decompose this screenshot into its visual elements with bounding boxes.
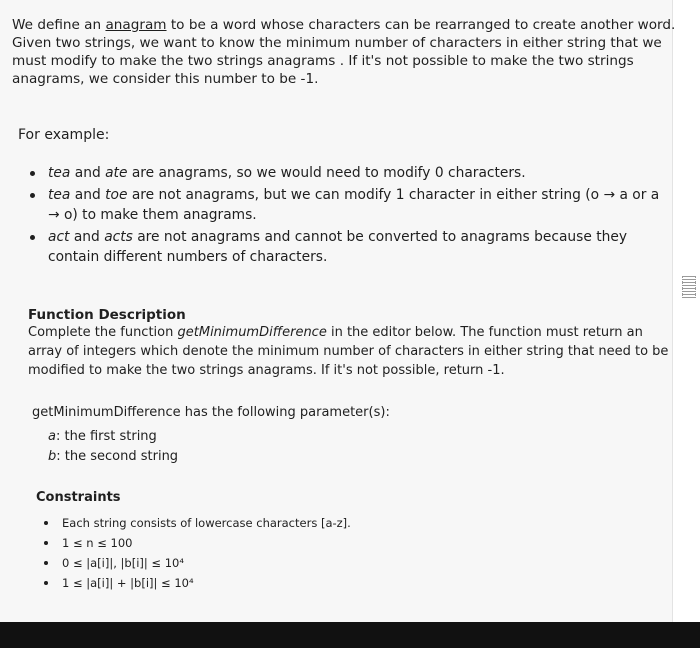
- intro-text: We define an: [12, 17, 106, 33]
- parameter-a: [48, 429, 157, 444]
- constraint-item: 1 ≤ |a[i]| + |b[i]| ≤ 10⁴: [44, 573, 444, 593]
- example-text: are not anagrams and cannot be converted to anagrams because they: [132, 229, 628, 245]
- param-name: a: [48, 429, 56, 444]
- fd-text: Complete the function: [28, 325, 178, 340]
- constraint-item: 0 ≤ |a[i]|, |b[i]| ≤ 10⁴: [44, 553, 444, 573]
- example-text: are not anagrams, but we can modify 1 character in either string (o → a or a: [127, 187, 660, 203]
- intro-paragraph: [12, 16, 676, 88]
- function-name: getMinimumDifference: [177, 325, 327, 340]
- intro-text: to be a word whose characters can be rearranged to create another word.: [166, 17, 676, 33]
- constraints-title: Constraints: [36, 490, 121, 505]
- example-heading: For example:: [18, 127, 110, 143]
- example-text: are anagrams, so we would need to modify 0 characters.: [127, 165, 526, 181]
- param-desc: : the second string: [56, 449, 179, 464]
- example-item: [30, 227, 660, 267]
- constraint-item: Each string consists of lowercase characters [a-z].: [44, 513, 444, 533]
- bottom-bar: [0, 622, 700, 648]
- fd-text: array of integers which denote the minimum number of characters in either string that need to be: [28, 344, 669, 359]
- function-description-title: Function Description: [28, 307, 186, 323]
- param-desc: : the first string: [55, 429, 157, 444]
- example-text: and: [70, 165, 106, 181]
- example-word: toe: [105, 187, 128, 203]
- example-text: and: [69, 229, 105, 245]
- example-word: ate: [105, 165, 128, 181]
- example-word: tea: [48, 165, 71, 181]
- intro-line-1: [12, 16, 676, 34]
- constraint-item: 1 ≤ n ≤ 100: [44, 533, 444, 553]
- examples-list: [30, 163, 660, 269]
- anagram-link[interactable]: anagram: [105, 17, 167, 33]
- intro-line-2: Given two strings, we want to know the minimum number of characters in either string that we: [12, 35, 662, 51]
- intro-line-3: must modify to make the two strings anagrams . If it's not possible to make the two strings: [12, 53, 634, 69]
- function-description-body: [28, 323, 668, 380]
- example-word: act: [48, 229, 70, 245]
- example-word: tea: [48, 187, 71, 203]
- example-word: acts: [104, 229, 133, 245]
- example-text: and: [70, 187, 106, 203]
- panel-resize-handle[interactable]: [682, 276, 696, 298]
- parameters-heading: getMinimumDifference has the following parameter(s):: [32, 405, 390, 420]
- example-item: [30, 163, 660, 183]
- example-text: contain different numbers of characters.: [48, 249, 328, 265]
- example-item: [30, 185, 660, 225]
- fd-text: in the editor below. The function must return an: [326, 325, 643, 340]
- constraints-list: [44, 513, 444, 593]
- intro-line-4: anagrams, we consider this number to be -1.: [12, 71, 319, 87]
- parameter-b: [48, 449, 178, 464]
- fd-text: modified to make the two strings anagrams. If it's not possible, return -1.: [28, 363, 505, 378]
- example-text: → o) to make them anagrams.: [48, 207, 257, 223]
- param-name: b: [48, 449, 57, 464]
